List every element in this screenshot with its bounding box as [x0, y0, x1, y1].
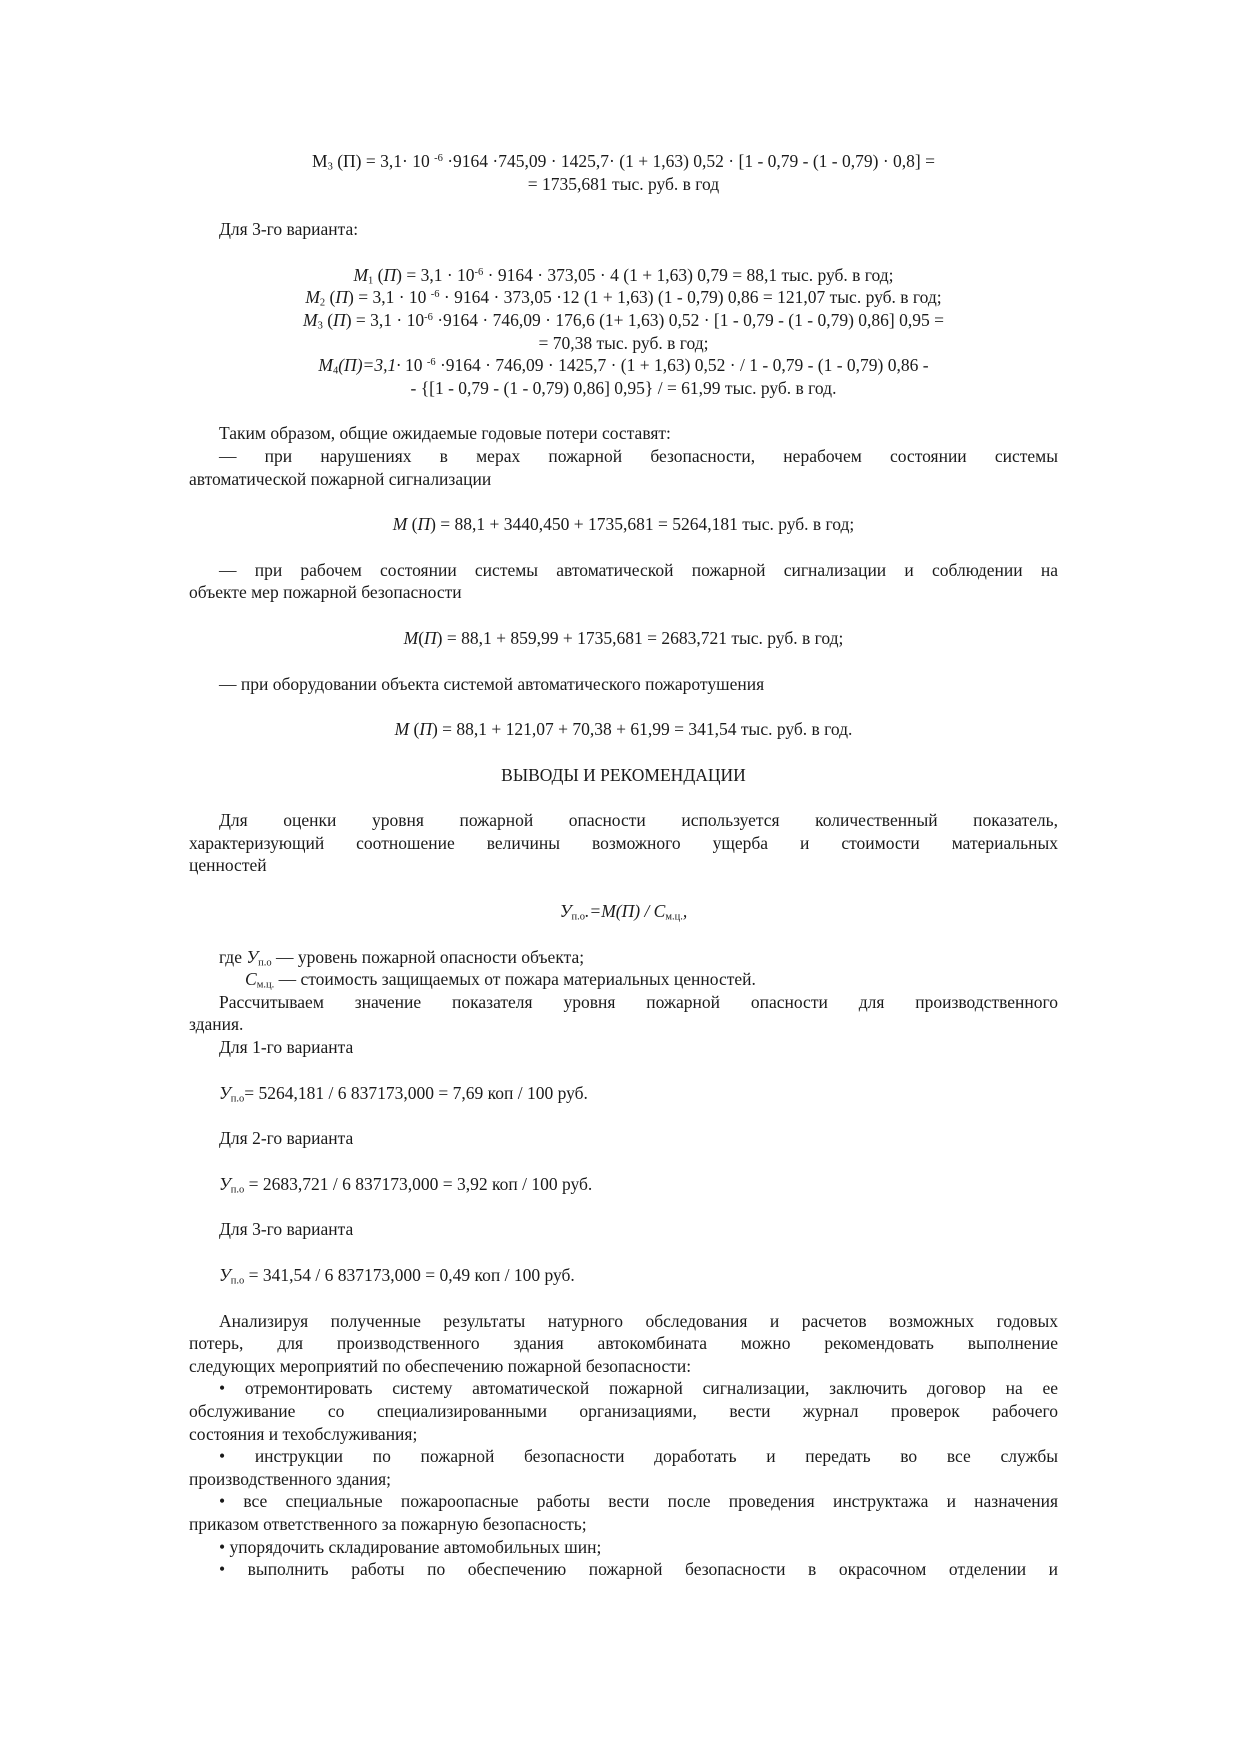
formula-v3-m1: $М_1$ $(П) = 3,1 \cdot 10^{-6} \cdot 9164 \cdot 373,05 \cdot 4$ (1 + 1,63) 0,79 = 88,1 тыс. руб. в год; — [353, 264, 894, 287]
bullet1-line3: состояния и техобслуживания; — [189, 1423, 418, 1444]
variant3-calc-title: Для 3-го варианта — [219, 1219, 354, 1240]
case2-line1: — при рабочем состоянии системы автоматической пожарной сигнализации и соблюдении на — [219, 559, 1058, 580]
variant1-formula: $У_{п.о}= 5264,181 / 6$ 837173,000 = 7,69 коп / 100 руб. — [219, 1082, 588, 1105]
formula-v3-m3: $М_3$ $(П) = 3,1 \cdot 10^{-6} \cdot 9164 \cdot 746,09 \cdot 176,6$ (1+ 1,63) 0,52 · [1 - 0,79 - (1 - 0,79) 0,86] 0,95 = — [303, 309, 944, 332]
formula-v3-m2: $М_2$ (П) = 3,1 · 10 $^{-6}$ · 9164 · 373,05 ·12 (1 + 1,63) (1 - 0,79) 0,86 = 121,07 тыс. руб. в год; — [305, 287, 942, 309]
formula-v3-m4-result: - {[1 - 0,79 - (1 - 0,79) 0,86] 0,95} / = 61,99 тыс. руб. в год. — [410, 377, 837, 398]
analysis-line1: Анализируя полученные результаты натурного обследования и расчетов возможных годовых — [219, 1310, 1058, 1331]
bullet3-line1: • все специальные пожароопасные работы вести после проведения инструктажа и назначения — [219, 1491, 1058, 1512]
formula-m3-line1: $М_3$ (П) = 3,1· 10 $^{-6}$ ·9164 ·745,09 · 1425,7· (1 + 1,63) 0,52 · [1 - 0,79 - (1 - 0,79) · 0,8] = — [312, 151, 935, 173]
formula-v3-m4: $М_4(П)=3,1\cdot 10$ $^{-6}$ ·9164 · 746,09 · 1425,7 · (1 + 1,63) 0,52 · / 1 - 0,79 - (1 - 0,79) 0,86 - — [318, 355, 929, 377]
main-formula: $У_{п.о}.=М(П) / С_{м.ц.}$, — [559, 901, 688, 923]
calc-intro-line1: Рассчитываем значение показателя уровня пожарной опасности для производственного — [219, 991, 1058, 1012]
case1-line1: — при нарушениях в мерах пожарной безопасности, нерабочем состоянии системы — [219, 445, 1058, 466]
variant3-formula: $У_{п.о} = 341,54 / 6$ 837173,000 = 0,49 коп / 100 руб. — [219, 1265, 575, 1287]
variant1-title: Для 1-го варианта — [219, 1037, 354, 1058]
formula-total-2: М(П) = 88,1 + 859,99 + 1735,681 = 2683,721 тыс. руб. в год; — [403, 627, 844, 648]
para1-line1: Для оценки уровня пожарной опасности используется количественный показатель, — [219, 810, 1058, 831]
para1-line2: характеризующий соотношение величины возможного ущерба и стоимости материальных — [189, 832, 1058, 853]
where-line2: $С_{м.ц.}$ — стоимость защищаемых от пожара материальных ценностей. — [245, 969, 756, 991]
where-line1: где $У_{п.о}$ — уровень пожарной опасности объекта; — [219, 946, 585, 969]
bullet2-line2: производственного здания; — [189, 1468, 392, 1489]
formula-total-1: М (П) = 88,1 + 3440,450 + 1735,681 = 5264,181 тыс. руб. в год; — [392, 514, 855, 535]
case2-line2: объекте мер пожарной безопасности — [189, 582, 462, 603]
analysis-line2: потерь, для производственного здания автокомбината можно рекомендовать выполнение — [189, 1333, 1058, 1354]
analysis-line3: следующих мероприятий по обеспечению пожарной безопасности: — [189, 1355, 692, 1376]
bullet4-line1: • упорядочить складирование автомобильных шин; — [219, 1536, 602, 1557]
bullet1-line2: обслуживание со специализированными организациями, вести журнал проверок рабочего — [189, 1400, 1058, 1421]
bullet3-line2: приказом ответственного за пожарную безопасность; — [189, 1513, 587, 1534]
variant3-title: Для 3-го варианта: — [219, 219, 359, 240]
case1-line2: автоматической пожарной сигнализации — [189, 468, 492, 489]
variant2-formula: $У_{п.о} = 2683,721 / 6$ 837173,000 = 3,92 коп / 100 руб. — [219, 1173, 593, 1196]
para1-line3: ценностей — [189, 855, 267, 876]
bullet2-line1: • инструкции по пожарной безопасности доработать и передать во все службы — [219, 1446, 1058, 1467]
bullet5-line1: • выполнить работы по обеспечению пожарной безопасности в окрасочном отделении и — [219, 1559, 1058, 1580]
case3-line: — при оборудовании объекта системой автоматического пожаротушения — [219, 673, 765, 694]
summary-intro: Таким образом, общие ожидаемые годовые потери составят: — [219, 423, 671, 444]
formula-m3-line2: = 1735,681 тыс. руб. в год — [527, 173, 720, 194]
document-page — [189, 150, 1058, 1581]
bullet1-line1: • отремонтировать систему автоматической пожарной сигнализации, заключить договор на ее — [219, 1378, 1058, 1399]
formula-v3-m3-result: = 70,38 тыс. руб. в год; — [538, 332, 709, 353]
calc-intro-line2: здания. — [189, 1014, 244, 1035]
variant2-title: Для 2-го варианта — [219, 1128, 354, 1149]
section-heading: ВЫВОДЫ И РЕКОМЕНДАЦИИ — [501, 764, 746, 785]
formula-total-3: М (П) = 88,1 + 121,07 + 70,38 + 61,99 = 341,54 тыс. руб. в год. — [394, 719, 853, 740]
